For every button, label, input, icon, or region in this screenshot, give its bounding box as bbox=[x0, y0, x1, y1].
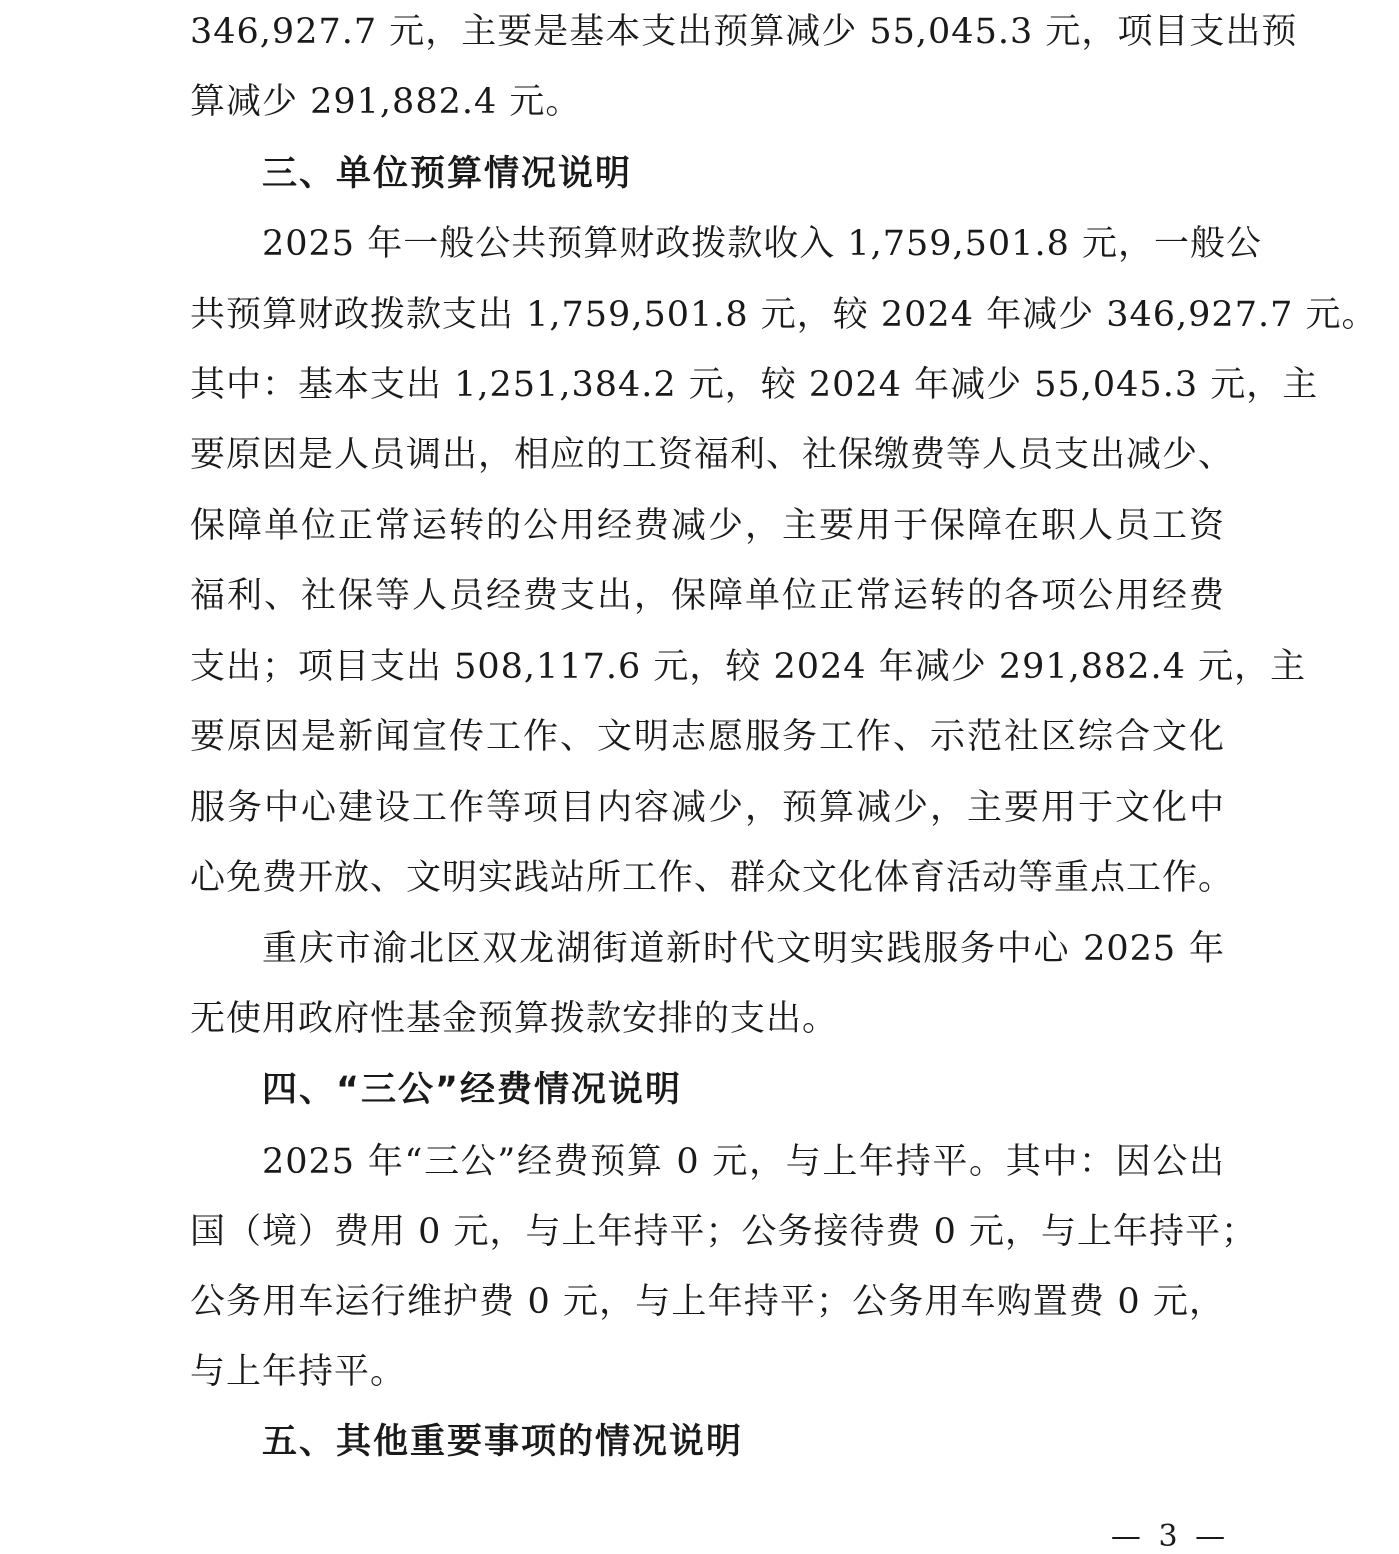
section-heading: 五、其他重要事项的情况说明 bbox=[262, 1422, 744, 1462]
paragraph-line: 要原因是人员调出，相应的工资福利、社保缴费等人员支出减少、 bbox=[190, 435, 1235, 475]
page-number: — 3 — bbox=[1110, 1519, 1230, 1554]
paragraph-line: 与上年持平。 bbox=[190, 1352, 407, 1392]
paragraph-line: 保障单位正常运转的公用经费减少，主要用于保障在职人员工资 bbox=[190, 506, 1225, 546]
paragraph-line: 2025 年一般公共预算财政拨款收入 1,759,501.8 元，一般公 bbox=[262, 224, 1262, 264]
paragraph-line: 重庆市渝北区双龙湖街道新时代文明实践服务中心 2025 年 bbox=[262, 929, 1225, 969]
paragraph-line: 公务用车运行维护费 0 元，与上年持平；公务用车购置费 0 元， bbox=[190, 1282, 1225, 1322]
paragraph-line: 无使用政府性基金预算拨款安排的支出。 bbox=[190, 999, 839, 1039]
paragraph-line: 心免费开放、文明实践站所工作、群众文化体育活动等重点工作。 bbox=[190, 858, 1235, 898]
section-heading: 四、“三公”经费情况说明 bbox=[262, 1070, 683, 1110]
paragraph-line: 算减少 291,882.4 元。 bbox=[190, 82, 582, 122]
paragraph-line: 要原因是新闻宣传工作、文明志愿服务工作、示范社区综合文化 bbox=[190, 717, 1225, 757]
paragraph-line: 国（境）费用 0 元，与上年持平；公务接待费 0 元，与上年持平； bbox=[190, 1212, 1258, 1252]
paragraph-line: 支出；项目支出 508,117.6 元，较 2024 年减少 291,882.4 元，主 bbox=[190, 647, 1307, 687]
paragraph-line: 共预算财政拨款支出 1,759,501.8 元，较 2024 年减少 346,927.7 元。 bbox=[190, 295, 1378, 335]
section-heading: 三、单位预算情况说明 bbox=[262, 154, 633, 194]
paragraph-line: 2025 年“三公”经费预算 0 元，与上年持平。其中：因公出 bbox=[262, 1142, 1225, 1182]
paragraph-line: 福利、社保等人员经费支出，保障单位正常运转的各项公用经费 bbox=[190, 576, 1225, 616]
paragraph-line: 其中：基本支出 1,251,384.2 元，较 2024 年减少 55,045.3 元，主 bbox=[190, 365, 1319, 405]
paragraph-line: 346,927.7 元，主要是基本支出预算减少 55,045.3 元，项目支出预 bbox=[190, 12, 1298, 52]
paragraph-line: 服务中心建设工作等项目内容减少，预算减少，主要用于文化中 bbox=[190, 788, 1225, 828]
